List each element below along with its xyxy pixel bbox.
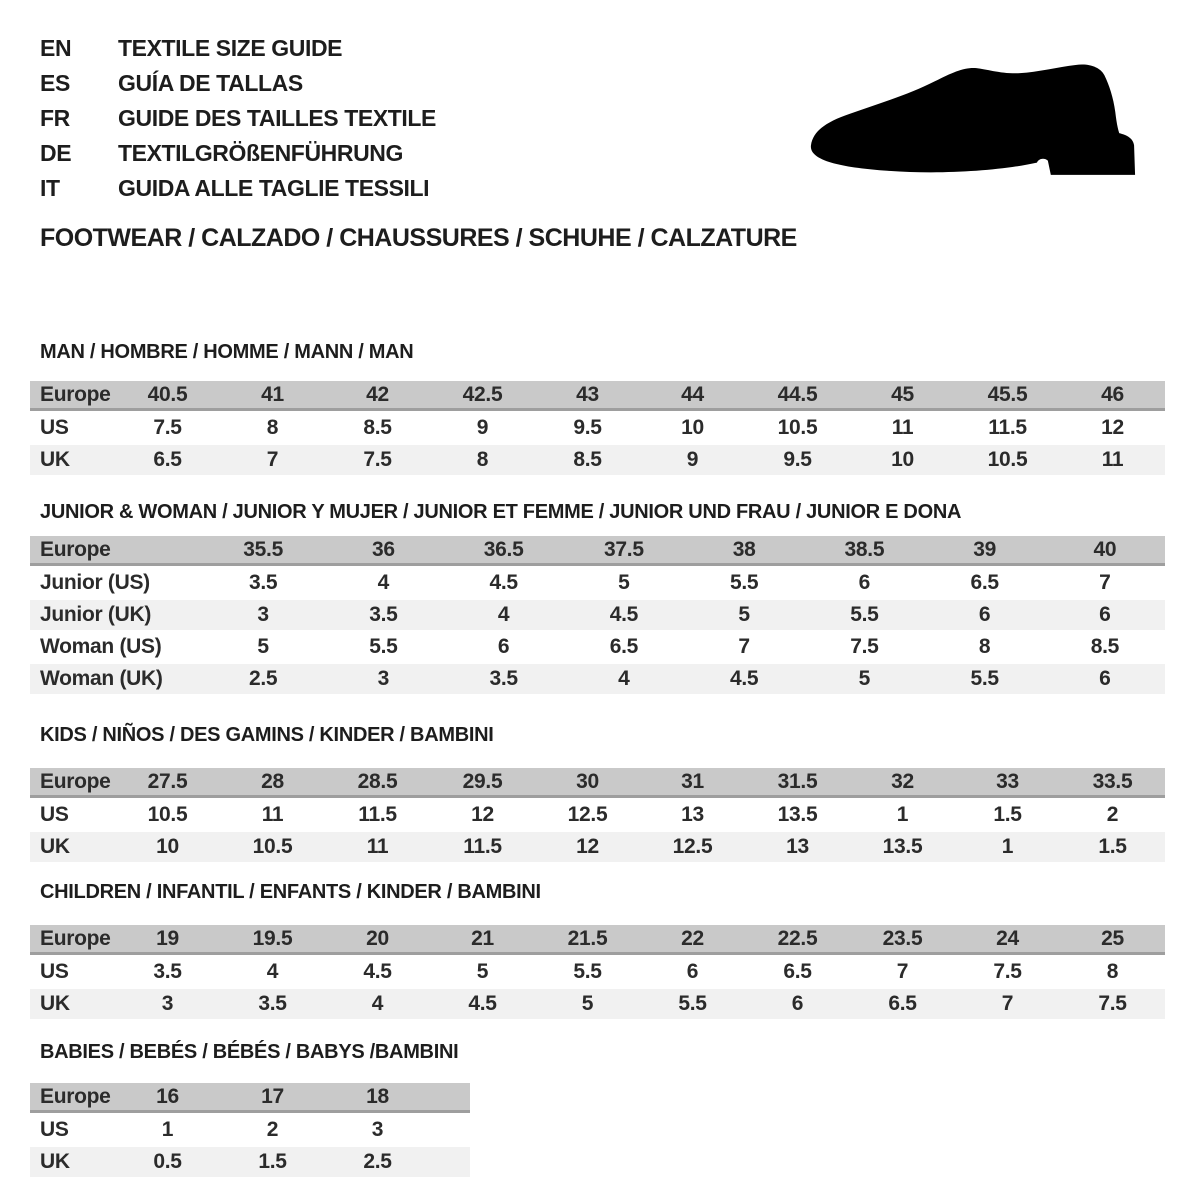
size-cell: 33 — [996, 769, 1019, 793]
size-cell: 9.5 — [783, 448, 812, 471]
size-cell: 4.5 — [609, 603, 639, 626]
row-label: Junior (US) — [40, 571, 150, 594]
size-cell: 11.5 — [358, 803, 397, 826]
size-cell: 11.5 — [463, 835, 502, 858]
language-row-it — [40, 171, 436, 206]
size-cell: 4 — [266, 960, 279, 983]
row-label: UK — [40, 448, 70, 471]
size-cell: 10.5 — [987, 448, 1028, 471]
size-cell: 2 — [1106, 803, 1119, 826]
size-cell: 10 — [891, 448, 914, 471]
size-cell: 4.5 — [489, 571, 518, 594]
size-cell: 21.5 — [567, 926, 608, 950]
size-cell: 19.5 — [252, 926, 293, 950]
size-cell: 45.5 — [987, 382, 1028, 406]
size-cell: 11.5 — [988, 416, 1027, 439]
row-label: UK — [40, 835, 70, 858]
row-label: US — [40, 960, 69, 983]
size-cell: 10.5 — [252, 835, 293, 858]
size-cell: 3.5 — [248, 571, 278, 594]
size-cell: 8 — [978, 635, 991, 658]
size-cell: 11 — [1101, 448, 1124, 471]
row-label: US — [40, 416, 69, 439]
size-cell: 31 — [681, 769, 704, 793]
size-cell: 0.5 — [153, 1150, 182, 1173]
size-cell: 39 — [973, 537, 996, 561]
language-row-fr — [40, 101, 436, 136]
size-row-uk — [30, 989, 1165, 1019]
row-label: Woman (US) — [40, 635, 162, 658]
size-table-man — [30, 381, 1165, 477]
size-cell: 6 — [858, 571, 871, 594]
size-cell: 6.5 — [970, 571, 999, 594]
size-cell: 5.5 — [573, 960, 602, 983]
size-cell: 1.5 — [258, 1150, 287, 1173]
size-cell: 6 — [686, 960, 699, 983]
size-row-us — [30, 1115, 470, 1145]
row-label: Junior (UK) — [40, 603, 152, 626]
size-cell: 8.5 — [573, 448, 602, 471]
size-cell: 2.5 — [248, 667, 278, 690]
size-cell: 22 — [681, 926, 704, 950]
size-cell: 9.5 — [573, 416, 602, 439]
size-cell: 44.5 — [777, 382, 818, 406]
row-label: UK — [40, 1150, 70, 1173]
language-code: FR — [40, 105, 70, 131]
size-table-kids — [30, 768, 1165, 864]
size-cell: 6 — [1099, 667, 1111, 690]
size-cell: 13 — [786, 835, 809, 858]
size-cell: 11 — [891, 416, 914, 439]
size-cell: 5 — [738, 603, 750, 626]
size-cell: 17 — [261, 1084, 284, 1108]
size-cell: 7.5 — [153, 416, 182, 439]
size-cell: 10 — [681, 416, 704, 439]
size-cell: 12 — [471, 803, 494, 826]
size-cell: 40 — [1093, 537, 1117, 561]
size-row-us — [30, 957, 1165, 987]
size-cell: 7 — [738, 635, 750, 658]
size-cell: 12.5 — [672, 835, 713, 858]
row-label: US — [40, 1118, 69, 1141]
size-cell: 35.5 — [243, 537, 283, 561]
section-title-children: CHILDREN / INFANTIL / ENFANTS / KINDER / BAMBINI — [40, 881, 541, 903]
size-cell: 7 — [896, 960, 909, 983]
size-cell: 10.5 — [147, 803, 188, 826]
size-cell: 4 — [371, 992, 384, 1015]
size-row-junior-uk- — [30, 600, 1165, 630]
size-cell: 45 — [891, 382, 914, 406]
size-cell: 19 — [156, 926, 179, 950]
size-cell: 37.5 — [604, 537, 644, 561]
size-row-uk — [30, 445, 1165, 475]
size-cell: 10 — [156, 835, 179, 858]
language-label: TEXTILGRÖßENFÜHRUNG — [118, 140, 403, 166]
language-row-es — [40, 66, 436, 101]
size-cell: 6.5 — [153, 448, 182, 471]
row-label: Europe — [40, 537, 111, 561]
size-cell: 4 — [497, 603, 510, 626]
category-line: FOOTWEAR / CALZADO / CHAUSSURES / SCHUHE / CALZATURE — [40, 224, 797, 252]
size-cell: 18 — [366, 1084, 389, 1108]
size-cell: 5.5 — [678, 992, 707, 1015]
size-cell: 6 — [978, 603, 991, 626]
size-row-europe — [30, 536, 1165, 566]
size-cell: 13.5 — [882, 835, 923, 858]
size-cell: 3.5 — [153, 960, 182, 983]
size-cell: 1.5 — [1098, 835, 1127, 858]
size-cell: 7.5 — [993, 960, 1022, 983]
row-label: Europe — [40, 769, 111, 793]
language-list — [40, 31, 436, 206]
size-cell: 33.5 — [1092, 769, 1133, 793]
size-cell: 6 — [791, 992, 804, 1015]
row-label: UK — [40, 992, 70, 1015]
size-cell: 5 — [618, 571, 630, 594]
size-cell: 7.5 — [1098, 992, 1127, 1015]
size-cell: 21 — [471, 926, 494, 950]
language-code: EN — [40, 35, 72, 61]
size-cell: 5.5 — [850, 603, 879, 626]
size-cell: 38 — [732, 537, 756, 561]
section-title-kids: KIDS / NIÑOS / DES GAMINS / KINDER / BAMBINI — [40, 724, 494, 746]
size-cell: 4.5 — [363, 960, 392, 983]
language-label: TEXTILE SIZE GUIDE — [118, 35, 343, 61]
size-cell: 42.5 — [462, 382, 503, 406]
size-cell: 7.5 — [850, 635, 879, 658]
size-cell: 5 — [257, 635, 269, 658]
size-cell: 27.5 — [147, 769, 188, 793]
size-cell: 5 — [476, 960, 489, 983]
language-row-en — [40, 31, 436, 66]
language-code: IT — [40, 175, 60, 201]
section-title-babies: BABIES / BEBÉS / BÉBÉS / BABYS /BAMBINI — [40, 1041, 459, 1063]
size-cell: 7 — [1099, 571, 1111, 594]
size-cell: 1 — [161, 1118, 174, 1141]
size-cell: 3 — [161, 992, 174, 1015]
size-cell: 13 — [681, 803, 704, 826]
size-cell: 2 — [266, 1118, 279, 1141]
size-cell: 7 — [1001, 992, 1014, 1015]
size-cell: 16 — [156, 1084, 179, 1108]
size-cell: 28 — [261, 769, 284, 793]
row-label: Europe — [40, 1084, 111, 1108]
size-cell: 6.5 — [609, 635, 639, 658]
section-title-man: MAN / HOMBRE / HOMME / MANN / MAN — [40, 341, 414, 363]
size-cell: 3.5 — [489, 667, 518, 690]
size-cell: 8.5 — [363, 416, 392, 439]
size-cell: 41 — [261, 382, 284, 406]
size-cell: 6 — [497, 635, 510, 658]
size-cell: 1 — [896, 803, 909, 826]
size-cell: 11 — [366, 835, 389, 858]
size-row-europe — [30, 768, 1165, 798]
size-cell: 22.5 — [777, 926, 818, 950]
size-row-europe — [30, 1083, 470, 1113]
language-code: DE — [40, 140, 72, 166]
size-cell: 1.5 — [993, 803, 1022, 826]
language-label: GUIDA ALLE TAGLIE TESSILI — [118, 175, 430, 201]
size-cell: 8 — [266, 416, 279, 439]
language-row-de — [40, 136, 436, 171]
size-cell: 6.5 — [888, 992, 917, 1015]
size-cell: 13.5 — [777, 803, 818, 826]
size-cell: 4 — [618, 667, 630, 690]
size-cell: 43 — [576, 382, 599, 406]
size-cell: 3.5 — [258, 992, 287, 1015]
size-cell: 4 — [377, 571, 390, 594]
size-table-babies — [30, 1083, 470, 1179]
size-cell: 10.5 — [777, 416, 818, 439]
size-cell: 23.5 — [882, 926, 923, 950]
size-cell: 1 — [1001, 835, 1014, 858]
size-row-junior-us- — [30, 568, 1165, 598]
size-cell: 40.5 — [147, 382, 188, 406]
size-cell: 12.5 — [567, 803, 608, 826]
size-cell: 5 — [581, 992, 594, 1015]
language-label: GUIDE DES TAILLES TEXTILE — [118, 105, 436, 131]
size-cell: 25 — [1101, 926, 1124, 950]
size-cell: 4.5 — [468, 992, 497, 1015]
size-cell: 8 — [1106, 960, 1119, 983]
size-cell: 29.5 — [462, 769, 503, 793]
size-row-europe — [30, 925, 1165, 955]
size-cell: 38.5 — [844, 537, 885, 561]
section-title-junior-woman: JUNIOR & WOMAN / JUNIOR Y MUJER / JUNIOR ET FEMME / JUNIOR UND FRAU / JUNIOR E DONA — [40, 501, 962, 523]
dress-shoe-icon — [806, 64, 1143, 186]
size-cell: 3 — [377, 667, 390, 690]
size-cell: 3 — [371, 1118, 384, 1141]
row-label: Europe — [40, 926, 111, 950]
size-cell: 36 — [371, 537, 395, 561]
size-cell: 24 — [996, 926, 1019, 950]
language-label: GUÍA DE TALLAS — [118, 70, 303, 96]
size-row-woman-us- — [30, 632, 1165, 662]
size-row-woman-uk- — [30, 664, 1165, 694]
size-cell: 4.5 — [729, 667, 759, 690]
size-cell: 8 — [476, 448, 489, 471]
size-cell: 5.5 — [729, 571, 759, 594]
size-cell: 12 — [576, 835, 599, 858]
size-row-us — [30, 800, 1165, 830]
size-row-uk — [30, 832, 1165, 862]
size-cell: 36.5 — [483, 537, 524, 561]
size-cell: 32 — [891, 769, 914, 793]
size-cell: 2.5 — [363, 1150, 392, 1173]
size-cell: 5 — [858, 667, 871, 690]
language-code: ES — [40, 70, 70, 96]
row-label: Europe — [40, 382, 111, 406]
size-row-uk — [30, 1147, 470, 1177]
size-table-children — [30, 925, 1165, 1021]
size-cell: 5.5 — [970, 667, 999, 690]
size-cell: 7 — [266, 448, 279, 471]
size-cell: 31.5 — [777, 769, 818, 793]
size-cell: 9 — [686, 448, 699, 471]
size-cell: 7.5 — [363, 448, 392, 471]
size-table-junior-woman — [30, 536, 1165, 696]
size-cell: 42 — [366, 382, 389, 406]
size-cell: 12 — [1101, 416, 1124, 439]
row-label: US — [40, 803, 69, 826]
size-cell: 3 — [257, 603, 269, 626]
size-row-us — [30, 413, 1165, 443]
size-cell: 11 — [261, 803, 284, 826]
size-cell: 6 — [1099, 603, 1111, 626]
size-cell: 6.5 — [783, 960, 812, 983]
size-cell: 8.5 — [1090, 635, 1120, 658]
row-label: Woman (UK) — [40, 667, 163, 690]
size-cell: 46 — [1101, 382, 1124, 406]
size-cell: 28.5 — [357, 769, 398, 793]
size-cell: 9 — [476, 416, 489, 439]
size-cell: 44 — [681, 382, 704, 406]
size-cell: 3.5 — [369, 603, 398, 626]
size-cell: 5.5 — [369, 635, 398, 658]
size-cell: 20 — [366, 926, 389, 950]
size-row-europe — [30, 381, 1165, 411]
size-cell: 30 — [576, 769, 599, 793]
